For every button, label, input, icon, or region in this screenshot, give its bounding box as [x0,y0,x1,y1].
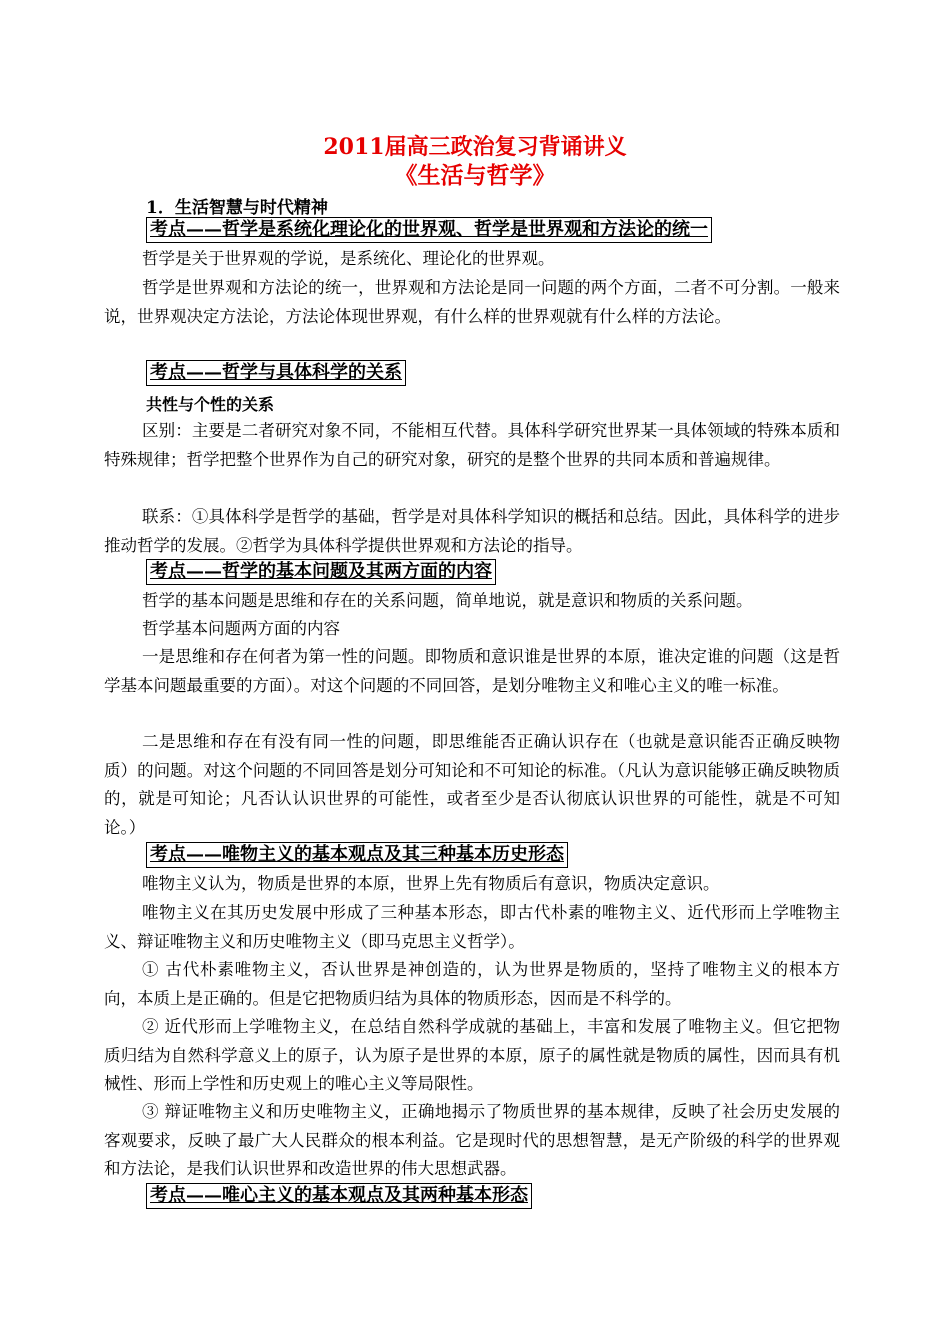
paragraph: 唯物主义认为，物质是世界的本原，世界上先有物质后有意识，物质决定意识。 [142,874,720,893]
paragraph: 哲学基本问题两方面的内容 [142,619,340,638]
paragraph: 二是思维和存在有没有同一性的问题，即思维能否正确认识存在（也就是意识能否正确反映物质）的问题。对这个问题的不同回答是划分可知论和不可知论的标准。（凡认为意识能够正确反映物质的，就是可知论；凡否认认识世界的可能性，或者至少是否认彻底认识世界的可能性，就是不可知论。） [104,732,840,837]
subheading: 共性与个性的关系 [146,395,275,414]
exam-point-heading: 考点——唯物主义的基本观点及其三种基本历史形态 [146,842,568,868]
paragraph: 唯物主义在其历史发展中形成了三种基本形态，即古代朴素的唯物主义、近代形而上学唯物主义、辩证唯物主义和历史唯物主义（即马克思主义哲学）。 [104,903,840,951]
doc-title: 2011届高三政治复习背诵讲义 [323,134,627,160]
paragraph: 一是思维和存在何者为第一性的问题。即物质和意识谁是世界的本原，谁决定谁的问题（这是哲学基本问题最重要的方面）。对这个问题的不同回答，是划分唯物主义和唯心主义的唯一标准。 [104,647,840,695]
exam-point-heading: 考点——唯心主义的基本观点及其两种基本形态 [146,1183,532,1209]
exam-point-heading: 考点——哲学的基本问题及其两方面的内容 [146,559,496,585]
paragraph: ② 近代形而上学唯物主义，在总结自然科学成就的基础上，丰富和发展了唯物主义。但它把物质归结为自然科学意义上的原子，认为原子是世界的本原，原子的属性就是物质的属性，因而具有机械性、形而上学性和历史观上的唯心主义等局限性。 [104,1017,840,1093]
exam-point-heading: 考点——哲学与具体科学的关系 [146,360,406,386]
paragraph: 哲学的基本问题是思维和存在的关系问题，简单地说，就是意识和物质的关系问题。 [142,591,753,610]
doc-subtitle: 《生活与哲学》 [394,162,556,189]
exam-point-heading: 考点——哲学是系统化理论化的世界观、哲学是世界观和方法论的统一 [146,217,712,243]
paragraph: ① 古代朴素唯物主义，否认世界是神创造的，认为世界是物质的，坚持了唯物主义的根本方向，本质上是正确的。但是它把物质归结为具体的物质形态，因而是不科学的。 [104,960,840,1008]
paragraph: ③ 辩证唯物主义和历史唯物主义，正确地揭示了物质世界的基本规律，反映了社会历史发展的客观要求，反映了最广大人民群众的根本利益。它是现时代的思想智慧，是无产阶级的科学的世界观和方法论，是我们认识世界和改造世界的伟大思想武器。 [104,1102,840,1178]
paragraph: 哲学是世界观和方法论的统一，世界观和方法论是同一问题的两个方面，二者不可分割。一般来说，世界观决定方法论，方法论体现世界观，有什么样的世界观就有什么样的方法论。 [104,278,840,326]
paragraph: 联系：①具体科学是哲学的基础，哲学是对具体科学知识的概括和总结。因此，具体科学的进步推动哲学的发展。②哲学为具体科学提供世界观和方法论的指导。 [104,507,840,555]
paragraph: 区别：主要是二者研究对象不同，不能相互代替。具体科学研究世界某一具体领域的特殊本质和特殊规律；哲学把整个世界作为自己的研究对象，研究的是整个世界的共同本质和普遍规律。 [104,421,840,469]
section-heading: 1．生活智慧与时代精神 [146,198,328,218]
paragraph: 哲学是关于世界观的学说，是系统化、理论化的世界观。 [142,249,555,268]
